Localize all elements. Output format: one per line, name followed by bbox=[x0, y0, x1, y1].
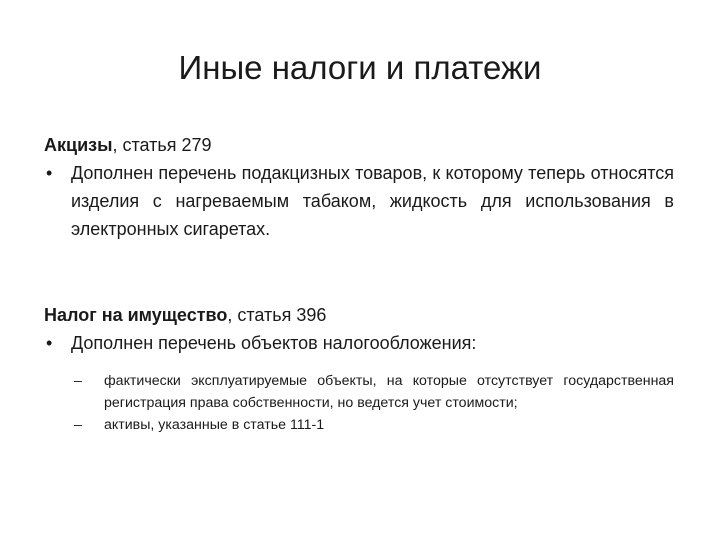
section-heading bbox=[44, 131, 674, 159]
bullet-mark: • bbox=[46, 163, 53, 183]
sub-item-text: активы, указанные в статье 111-1 bbox=[104, 417, 325, 433]
bullet-item bbox=[44, 329, 674, 357]
section-heading-article: , статья 396 bbox=[227, 305, 327, 325]
dash-mark: – bbox=[74, 373, 82, 389]
bullet-mark: • bbox=[46, 333, 53, 353]
slide-title: Иные налоги и платежи bbox=[178, 49, 542, 86]
section-property-tax bbox=[44, 301, 674, 357]
section-heading-article: , статья 279 bbox=[112, 135, 212, 155]
dash-mark: – bbox=[74, 417, 82, 433]
bullet-item bbox=[44, 159, 674, 243]
sub-item-text: фактически эксплуатируемые объекты, на которые отсутствует государственная регистрация права собственности, но ведется учет стоимости; bbox=[104, 373, 674, 411]
section-heading-bold: Налог на имущество bbox=[44, 305, 228, 325]
bullet-text: Дополнен перечень объектов налогообложения: bbox=[71, 333, 477, 353]
sub-list bbox=[44, 370, 674, 436]
section-heading-bold: Акцизы bbox=[44, 135, 113, 155]
section-heading bbox=[44, 301, 674, 329]
sub-list-item bbox=[44, 414, 674, 436]
section-excise bbox=[44, 131, 674, 243]
sub-list-item bbox=[44, 370, 674, 414]
bullet-text: Дополнен перечень подакцизных товаров, к которому теперь относятся изделия с нагреваемым табаком, жидкость для использования в электронных сигаретах. bbox=[71, 163, 674, 239]
